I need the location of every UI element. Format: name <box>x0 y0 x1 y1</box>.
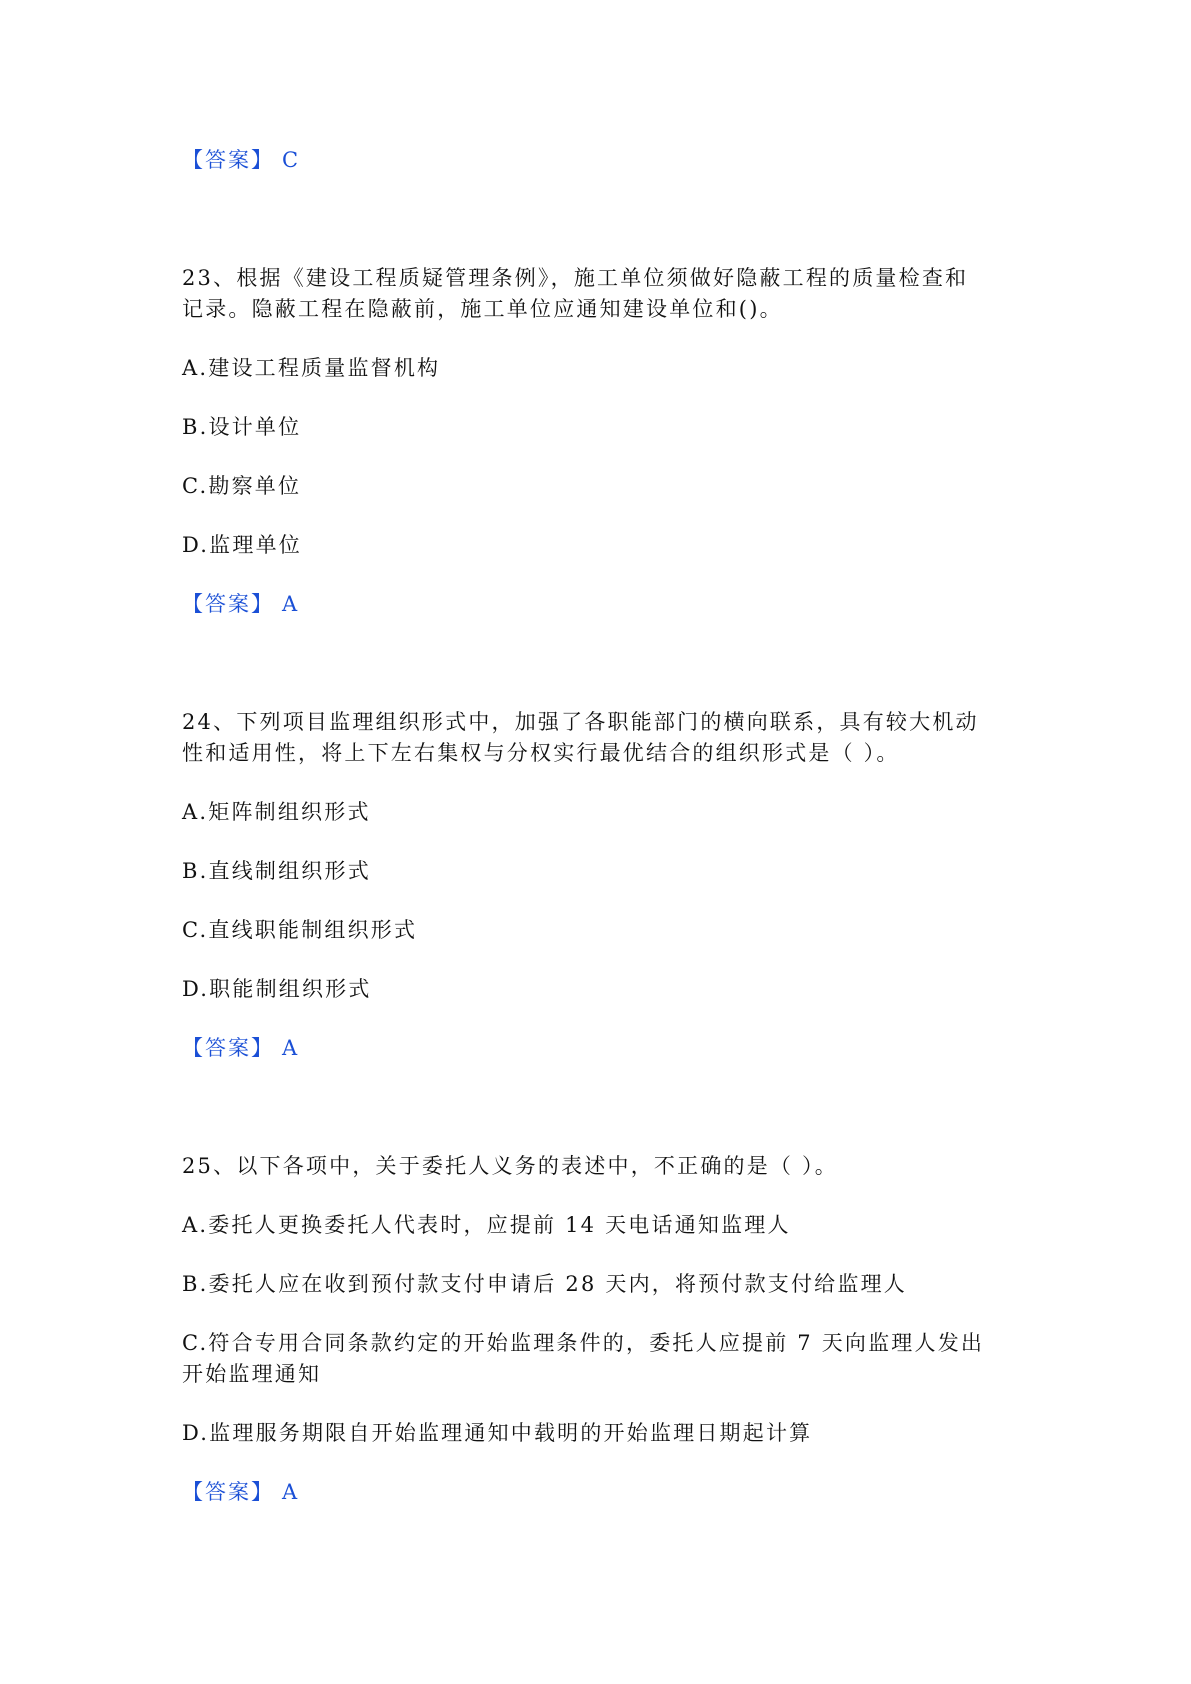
answer-label: 【答案】 <box>182 148 274 172</box>
answer-value: A <box>282 1480 300 1504</box>
answer-label: 【答案】 <box>182 592 274 616</box>
question-24-option-b: B.直线制组织形式 <box>182 859 371 883</box>
question-23-stem-line-2: 记录。隐蔽工程在隐蔽前，施工单位应通知建设单位和()。 <box>182 297 783 321</box>
question-24-option-a: A.矩阵制组织形式 <box>182 800 371 824</box>
answer-24 <box>182 1032 299 1064</box>
question-24-option-d: D.职能制组织形式 <box>182 977 372 1001</box>
question-24-stem-line-2: 性和适用性，将上下左右集权与分权实行最优结合的组织形式是（ ）。 <box>182 741 900 765</box>
answer-label: 【答案】 <box>182 1480 274 1504</box>
answer-value: A <box>282 592 300 616</box>
question-23-option-a: A.建设工程质量监督机构 <box>182 356 441 380</box>
question-25-option-a: A.委托人更换委托人代表时，应提前 14 天电话通知监理人 <box>182 1213 791 1237</box>
question-25-option-c-continued: 开始监理通知 <box>182 1362 322 1386</box>
question-23-option-b: B.设计单位 <box>182 415 302 439</box>
question-25-stem-line-1: 25、以下各项中，关于委托人义务的表述中，不正确的是（ ）。 <box>182 1154 838 1178</box>
question-23-option-d: D.监理单位 <box>182 533 302 557</box>
answer-label: 【答案】 <box>182 1036 274 1060</box>
question-25-option-d: D.监理服务期限自开始监理通知中载明的开始监理日期起计算 <box>182 1421 813 1445</box>
question-23-option-c: C.勘察单位 <box>182 474 302 498</box>
answer-value: C <box>282 148 301 172</box>
answer-23 <box>182 588 299 620</box>
answer-25 <box>182 1476 299 1508</box>
question-24-stem-line-1: 24、下列项目监理组织形式中，加强了各职能部门的横向联系，具有较大机动 <box>182 710 979 734</box>
answer-22 <box>182 144 300 176</box>
question-25-option-b: B.委托人应在收到预付款支付申请后 28 天内，将预付款支付给监理人 <box>182 1272 907 1296</box>
question-23-stem-line-1: 23、根据《建设工程质疑管理条例》，施工单位须做好隐蔽工程的质量检查和 <box>182 266 969 290</box>
question-25-option-c: C.符合专用合同条款约定的开始监理条件的，委托人应提前 7 天向监理人发出 <box>182 1331 985 1355</box>
question-24-option-c: C.直线职能制组织形式 <box>182 918 418 942</box>
answer-value: A <box>282 1036 300 1060</box>
